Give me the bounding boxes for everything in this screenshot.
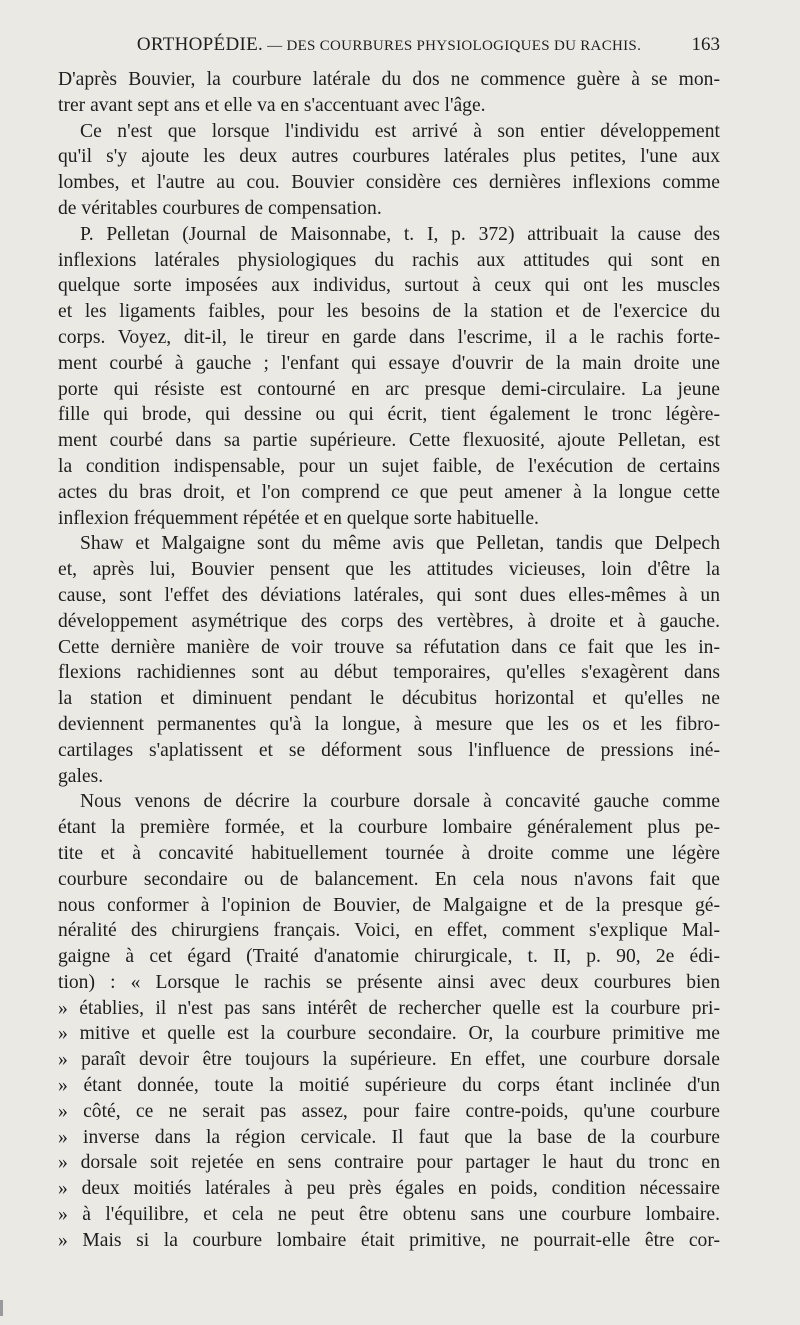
running-title: [58, 34, 720, 56]
running-head: [58, 34, 720, 58]
text-line: et les ligaments faibles, pour les besoins de la station et de l'exercice du: [58, 301, 720, 323]
text-line: Ce n'est que lorsque l'individu est arrivé à son entier développement: [80, 120, 720, 142]
text-line: gaigne à cet égard (Traité d'anatomie chirurgicale, t. II, p. 90, 2e édi-: [58, 946, 720, 968]
text-line: inflexions latérales physiologiques du rachis aux attitudes qui sont en: [58, 249, 720, 271]
text-line: Nous venons de décrire la courbure dorsale à concavité gauche comme: [80, 791, 720, 813]
text-line: la station et diminuent pendant le décubitus horizontal et qu'elles ne: [58, 688, 720, 710]
text-line: gales.: [58, 765, 104, 787]
text-line: » établies, il n'est pas sans intérêt de rechercher quelle est la courbure pri-: [58, 997, 720, 1019]
text-line: Shaw et Malgaigne sont du même avis que Pelletan, tandis que Delpech: [80, 533, 720, 555]
text-line: actes du bras droit, et l'on comprend ce que peut amener à la longue cette: [58, 481, 720, 503]
text-line: » paraît devoir être toujours la supérieure. En effet, une courbure dorsale: [58, 1049, 720, 1071]
text-line: flexions rachidiennes sont au début temporaires, qu'elles s'exagèrent dans: [58, 662, 720, 684]
scan-edge-mark: [0, 1300, 3, 1316]
text-line: cause, sont l'effet des déviations latérales, qui sont dues elles-mêmes à un: [58, 584, 720, 606]
text-line: » côté, ce ne serait pas assez, pour faire contre-poids, qu'une courbure: [58, 1100, 720, 1122]
text-line: corps. Voyez, dit-il, le tireur en garde dans l'escrime, il a le rachis forte-: [58, 326, 720, 348]
text-line: » inverse dans la région cervicale. Il faut que la base de la courbure: [58, 1126, 720, 1148]
text-line: porte qui résiste est contourné en arc presque demi-circulaire. La jeune: [58, 378, 720, 400]
text-line: néralité des chirurgiens français. Voici, en effet, comment s'explique Mal-: [58, 920, 720, 942]
text-line: nous conformer à l'opinion de Bouvier, de Malgaigne et de la presque gé-: [58, 894, 720, 916]
text-line: » mitive et quelle est la courbure secondaire. Or, la courbure primitive me: [58, 1023, 720, 1045]
text-line: » Mais si la courbure lombaire était primitive, ne pourrait-elle être cor-: [58, 1229, 720, 1251]
text-line: tite et à concavité habituellement tournée à droite comme une légère: [58, 842, 720, 864]
text-line: de véritables courbures de compensation.: [58, 197, 382, 219]
text-line: courbure secondaire ou de balancement. En cela nous n'avons fait que: [58, 868, 720, 890]
text-line: deviennent permanentes qu'à la longue, à mesure que les os et les fibro-: [58, 713, 720, 735]
text-line: tion) : « Lorsque le rachis se présente ainsi avec deux courbures bien: [58, 971, 720, 993]
text-line: lombes, et l'autre au cou. Bouvier considère ces dernières inflexions comme: [58, 172, 720, 194]
text-line: » deux moitiés latérales à peu près égales en poids, condition nécessaire: [58, 1178, 720, 1200]
body-text: [58, 67, 720, 1254]
text-line: » étant donnée, toute la moitié supérieure du corps étant inclinée d'un: [58, 1075, 720, 1097]
text-line: cartilages s'aplatissent et se déforment sous l'influence de pressions iné-: [58, 739, 720, 761]
text-line: développement asymétrique des corps des vertèbres, à droite et à gauche.: [58, 610, 720, 632]
text-line: fille qui brode, qui dessine ou qui écrit, tient également le tronc légère-: [58, 404, 720, 426]
text-line: et, après lui, Bouvier pensent que les attitudes vicieuses, loin d'être la: [58, 559, 720, 581]
text-line: Cette dernière manière de voir trouve sa réfutation dans ce fait que les in-: [58, 636, 720, 658]
text-line: qu'il s'y ajoute les deux autres courbures latérales plus petites, l'une aux: [58, 146, 720, 168]
text-line: » dorsale soit rejetée en sens contraire pour partager le haut du tronc en: [58, 1152, 720, 1174]
text-line: la condition indispensable, pour un sujet faible, de l'exécution de certains: [58, 455, 720, 477]
text-line: » à l'équilibre, et cela ne peut être obtenu sans une courbure lombaire.: [58, 1204, 720, 1226]
page-number: 163: [691, 34, 720, 55]
text-line: D'après Bouvier, la courbure latérale du dos ne commence guère à se mon-: [58, 69, 720, 90]
running-title-part-b: — DES COURBURES PHYSIOLOGIQUES DU RACHIS.: [263, 38, 642, 54]
text-line: inflexion fréquemment répétée et en quelque sorte habituelle.: [58, 507, 539, 529]
text-line: ment courbé à gauche ; l'enfant qui essaye d'ouvrir de la main droite une: [58, 352, 720, 374]
running-title-part-a: ORTHOPÉDIE.: [136, 34, 264, 55]
text-line: P. Pelletan (Journal de Maisonnabe, t. I, p. 372) attribuait la cause des: [80, 223, 720, 245]
text-line: trer avant sept ans et elle va en s'accentuant avec l'âge.: [58, 94, 486, 116]
text-line: quelque sorte imposées aux individus, surtout à ceux qui ont les muscles: [58, 275, 720, 297]
text-line: étant la première formée, et la courbure lombaire généralement plus pe-: [58, 817, 720, 839]
text-line: ment courbé dans sa partie supérieure. Cette flexuosité, ajoute Pelletan, est: [58, 430, 720, 452]
